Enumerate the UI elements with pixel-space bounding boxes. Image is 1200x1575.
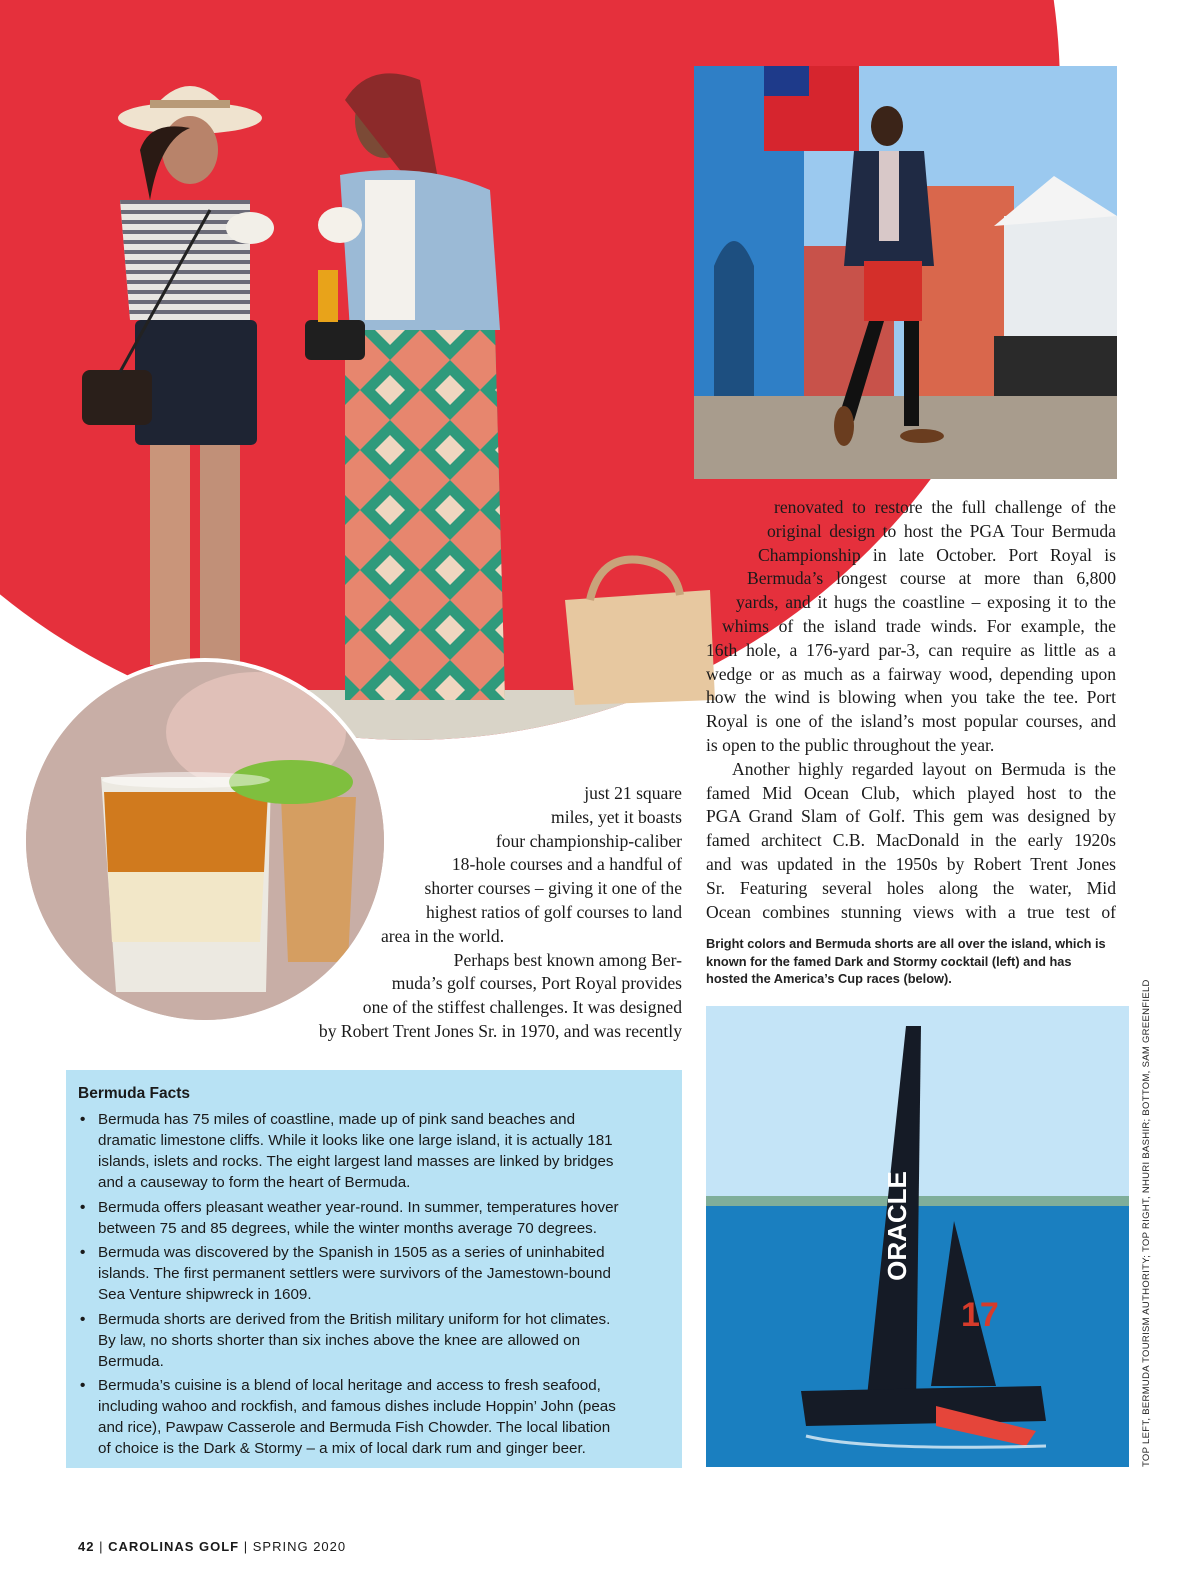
text-line: Sr. Featuring several holes along the water, Mid	[706, 877, 1116, 898]
photo-credit: TOP LEFT, BERMUDA TOURISM AUTHORITY; TOP RIGHT, NHURI BASHIR; BOTTOM, SAM GREENFIELD	[1141, 979, 1152, 1467]
facts-list	[78, 1109, 670, 1459]
text-line: is open to the public throughout the year.	[706, 734, 995, 755]
fact-line: between 75 and 85 degrees, while the winter months average 70 degrees.	[98, 1219, 597, 1237]
text-line: Ocean combines stunning views with a true test of	[706, 901, 1116, 922]
text-line: yards, and it hugs the coastline – exposing it to the	[736, 592, 1116, 613]
text-line: PGA Grand Slam of Golf. This gem was designed by	[706, 806, 1116, 827]
text-line: muda’s golf courses, Port Royal provides	[391, 973, 682, 994]
sailboat-illustration	[706, 1006, 1129, 1467]
fact-line: including wahoo and rockfish, and famous dishes include Hoppin’ John (peas	[98, 1398, 616, 1415]
fact-line: Bermuda.	[98, 1352, 164, 1370]
page-number: 42	[78, 1539, 95, 1554]
text-line: whims of the island trade winds. For example, the	[722, 615, 1116, 636]
text-line: highest ratios of golf courses to land	[425, 901, 682, 922]
caption-line: Bright colors and Bermuda shorts are all over the island, which is	[706, 936, 1106, 951]
bullet-icon: •	[80, 1111, 86, 1128]
text-line: Royal is one of the island’s most popular courses, and	[706, 711, 1116, 732]
bermuda-facts-box	[66, 1070, 682, 1468]
facts-title: Bermuda Facts	[78, 1085, 190, 1102]
footer-separator: |	[243, 1539, 249, 1554]
photo-caption	[706, 935, 1126, 988]
fact-line: islands. The first permanent settlers were survivors of the Jamestown-bound	[98, 1265, 611, 1282]
text-line: original design to host the PGA Tour Bermuda	[767, 520, 1116, 541]
fact-line: and a causeway to form the heart of Bermuda.	[98, 1174, 411, 1191]
fact-line: Bermuda was discovered by the Spanish in 1505 as a series of uninhabited	[98, 1244, 605, 1261]
list-item	[78, 1197, 670, 1239]
street-photo	[694, 66, 1117, 479]
text-line: 18-hole courses and a handful of	[451, 854, 682, 875]
sail-number: 17	[961, 1296, 999, 1334]
fact-line: dramatic limestone cliffs. While it looks like one large island, it is actually 181	[98, 1132, 613, 1149]
fact-line: Bermuda’s cuisine is a blend of local heritage and access to fresh seafood,	[98, 1377, 601, 1394]
list-item	[78, 1309, 670, 1372]
text-line: and was updated in the 1950s by Robert Trent Jones	[706, 853, 1116, 874]
caption-line: known for the famed Dark and Stormy cocktail (left) and has	[706, 953, 1072, 969]
text-line: 16th hole, a 176-yard par-3, can require as little as a	[706, 639, 1116, 660]
list-item	[78, 1242, 670, 1305]
text-line: one of the stiffest challenges. It was designed	[362, 997, 682, 1018]
bullet-icon: •	[80, 1310, 86, 1328]
magazine-name: CAROLINAS GOLF	[108, 1539, 240, 1554]
fact-line: Bermuda shorts are derived from the British military uniform for hot climates.	[98, 1310, 611, 1328]
text-line: Championship in late October. Port Royal is	[758, 544, 1116, 565]
text-line: Perhaps best known among Ber-	[453, 949, 682, 970]
list-item	[78, 1109, 670, 1193]
fact-line: Bermuda has 75 miles of coastline, made up of pink sand beaches and	[98, 1111, 576, 1128]
fact-line: By law, no shorts shorter than six inches above the knee are allowed on	[98, 1331, 581, 1349]
fact-line: and rice), Pawpaw Casserole and Bermuda Fish Chowder. The local libation	[98, 1419, 611, 1436]
text-line: four championship-caliber	[495, 830, 682, 851]
text-line: Another highly regarded layout on Bermuda is the	[732, 758, 1116, 779]
text-line: famed Mid Ocean Club, which played host to the	[706, 782, 1116, 803]
fact-line: islands, islets and rocks. The eight largest land masses are linked by bridges	[98, 1153, 614, 1170]
street-illustration	[694, 66, 1117, 479]
list-item	[78, 1375, 670, 1459]
sail-logo: ORACLE	[882, 1171, 912, 1281]
text-line: how the wind is blowing when you take the tee. Port	[706, 687, 1116, 708]
page-footer	[78, 1539, 346, 1554]
text-line: just 21 square	[584, 783, 682, 803]
text-line: by Robert Trent Jones Sr. in 1970, and was recently	[318, 1020, 682, 1041]
fact-line: Bermuda offers pleasant weather year-round. In summer, temperatures hover	[98, 1198, 619, 1216]
fact-line: Sea Venture shipwreck in 1609.	[98, 1286, 312, 1303]
text-line: area in the world.	[381, 925, 505, 946]
issue-date: SPRING 2020	[252, 1539, 347, 1554]
text-line: shorter courses – giving it one of the	[424, 878, 682, 899]
bullet-icon: •	[80, 1244, 86, 1261]
bullet-icon: •	[80, 1198, 86, 1216]
text-line: famed architect C.B. MacDonald in the early 1920s	[706, 830, 1116, 851]
text-line: wedge or as much as a fairway wood, depending upon	[706, 663, 1116, 684]
text-line: Bermuda’s longest course at more than 6,800	[747, 568, 1116, 589]
article-text-right-column	[706, 496, 1116, 924]
caption-line: hosted the America’s Cup races (below).	[706, 971, 952, 986]
fact-line: of choice is the Dark & Stormy – a mix of local dark rum and ginger beer.	[98, 1440, 586, 1457]
bullet-icon: •	[80, 1377, 86, 1394]
sailboat-photo	[706, 1006, 1129, 1467]
text-line: miles, yet it boasts	[551, 806, 682, 827]
article-text-left-column	[270, 782, 682, 1044]
text-line: renovated to restore the full challenge of the	[774, 497, 1116, 517]
footer-separator: |	[99, 1539, 104, 1554]
